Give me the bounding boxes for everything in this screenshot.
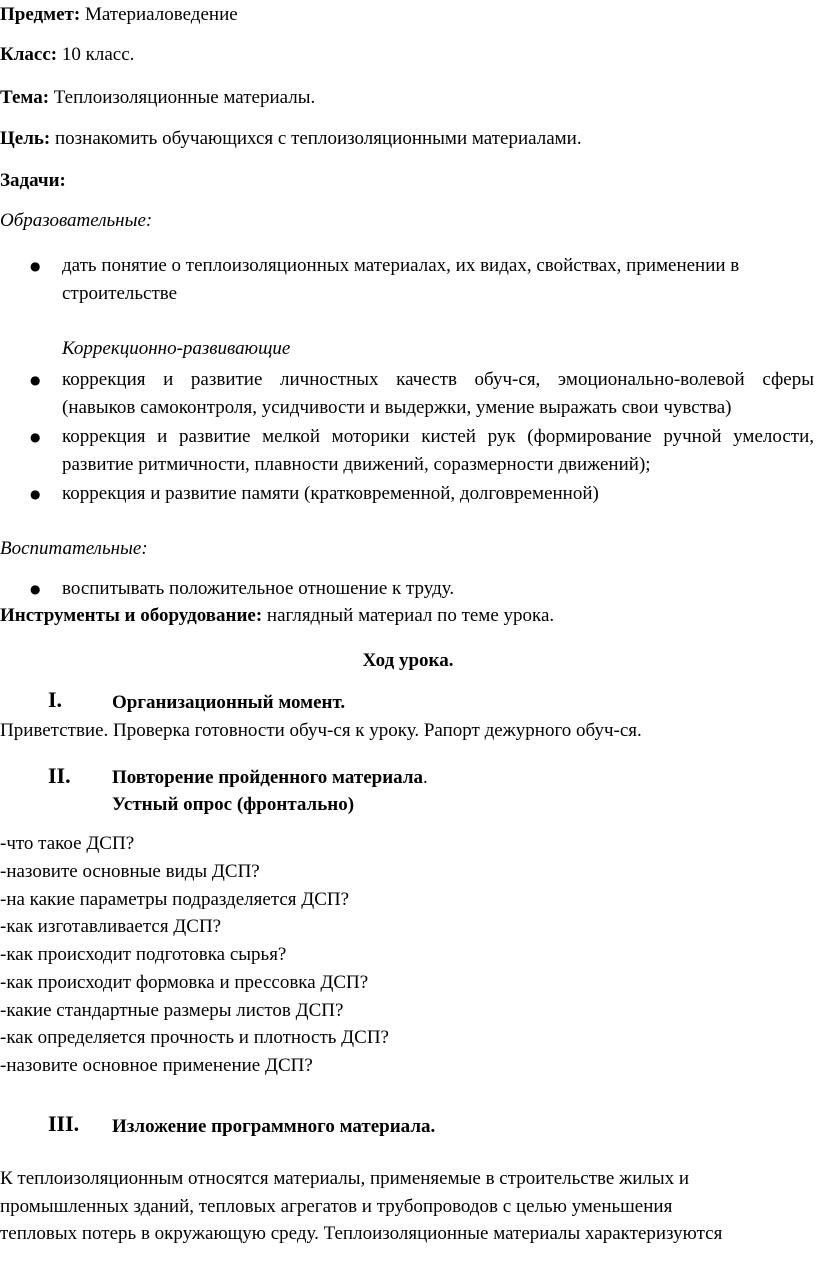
correctional-item-3: коррекция и развитие памяти (кратковременной, долговременной): [62, 483, 599, 504]
upbringing-item-1: воспитывать положительное отношение к труду.: [62, 578, 455, 599]
correctional-item-2-line-2: развитие ритмичности, плавности движений, соразмерности движений);: [62, 454, 651, 475]
section-2-title-line: Повторение пройденного материала.: [112, 767, 428, 788]
tools-label: Инструменты и оборудование:: [0, 605, 263, 626]
bullet-icon: ●: [30, 373, 41, 387]
educational-heading: Образовательные:: [0, 210, 153, 231]
question-8: -как определяется прочность и плотность ДСП?: [0, 1027, 389, 1048]
upbringing-heading: Воспитательные:: [0, 538, 148, 559]
tasks-label: Задачи:: [0, 170, 66, 191]
educational-item-1-line-2: строительстве: [62, 283, 178, 304]
paragraph-line-2: промышленных зданий, тепловых агрегатов и трубопроводов с целью уменьшения: [0, 1196, 673, 1217]
topic-line: [0, 85, 315, 110]
class-label: Класс:: [0, 44, 58, 65]
goal-value: познакомить обучающихся с теплоизоляционными материалами.: [55, 128, 582, 149]
bullet-icon: ●: [30, 430, 41, 444]
section-3-title: Изложение программного материала.: [112, 1116, 436, 1137]
question-7: -какие стандартные размеры листов ДСП?: [0, 1000, 344, 1021]
goal-label: Цель:: [0, 128, 51, 149]
bullet-icon: ●: [30, 487, 41, 501]
bullet-icon: ●: [30, 259, 41, 273]
section-1-title: Организационный момент.: [112, 692, 346, 713]
section-1-number: I.: [48, 687, 63, 712]
question-1: -что такое ДСП?: [0, 833, 135, 854]
section-2-title: Повторение пройденного материала: [112, 767, 423, 788]
question-6: -как происходит формовка и прессовка ДСП?: [0, 972, 369, 993]
correctional-item-1-line-1: коррекция и развитие личностных качеств обуч-ся, эмоционально-волевой сферы: [62, 369, 814, 390]
question-3: -на какие параметры подразделяется ДСП?: [0, 889, 350, 910]
question-5: -как происходит подготовка сырья?: [0, 944, 287, 965]
correctional-heading: Коррекционно-развивающие: [62, 338, 291, 359]
subject-line: [0, 2, 238, 27]
topic-label: Тема:: [0, 87, 50, 108]
question-4: -как изготавливается ДСП?: [0, 916, 222, 937]
lesson-title: Ход урока.: [362, 650, 454, 671]
class-value: 10 класс.: [61, 44, 135, 65]
educational-item-1-line-1: дать понятие о теплоизоляционных материалах, их видах, свойствах, применении в: [62, 255, 740, 276]
tools-value: наглядный материал по теме урока.: [266, 605, 555, 626]
tasks-heading: [0, 168, 66, 193]
correctional-item-2-line-1: коррекция и развитие мелкой моторики кистей рук (формирование ручной умелости,: [62, 426, 814, 447]
correctional-item-1-line-2: (навыков самоконтроля, усидчивости и выдержки, умение выражать свои чувства): [62, 397, 732, 418]
bullet-icon: ●: [30, 582, 41, 596]
question-2: -назовите основные виды ДСП?: [0, 861, 260, 882]
question-9: -назовите основное применение ДСП?: [0, 1055, 313, 1076]
section-3-number: III.: [48, 1111, 80, 1136]
class-line: [0, 42, 134, 67]
section-2-subtitle: Устный опрос (фронтально): [112, 794, 355, 815]
tools-line: [0, 603, 554, 628]
subject-value: Материаловедение: [84, 4, 238, 25]
section-1-text: Приветствие. Проверка готовности обуч-ся к уроку. Рапорт дежурного обуч-ся.: [0, 720, 642, 741]
subject-label: Предмет:: [0, 4, 81, 25]
paragraph-line-3: тепловых потерь в окружающую среду. Теплоизоляционные материалы характеризуются: [0, 1223, 723, 1244]
paragraph-line-1: К теплоизоляционным относятся материалы, применяемые в строительстве жилых и: [0, 1168, 690, 1189]
goal-line: [0, 126, 582, 151]
topic-value: Теплоизоляционные материалы.: [53, 87, 316, 108]
section-2-number: II.: [48, 763, 71, 788]
